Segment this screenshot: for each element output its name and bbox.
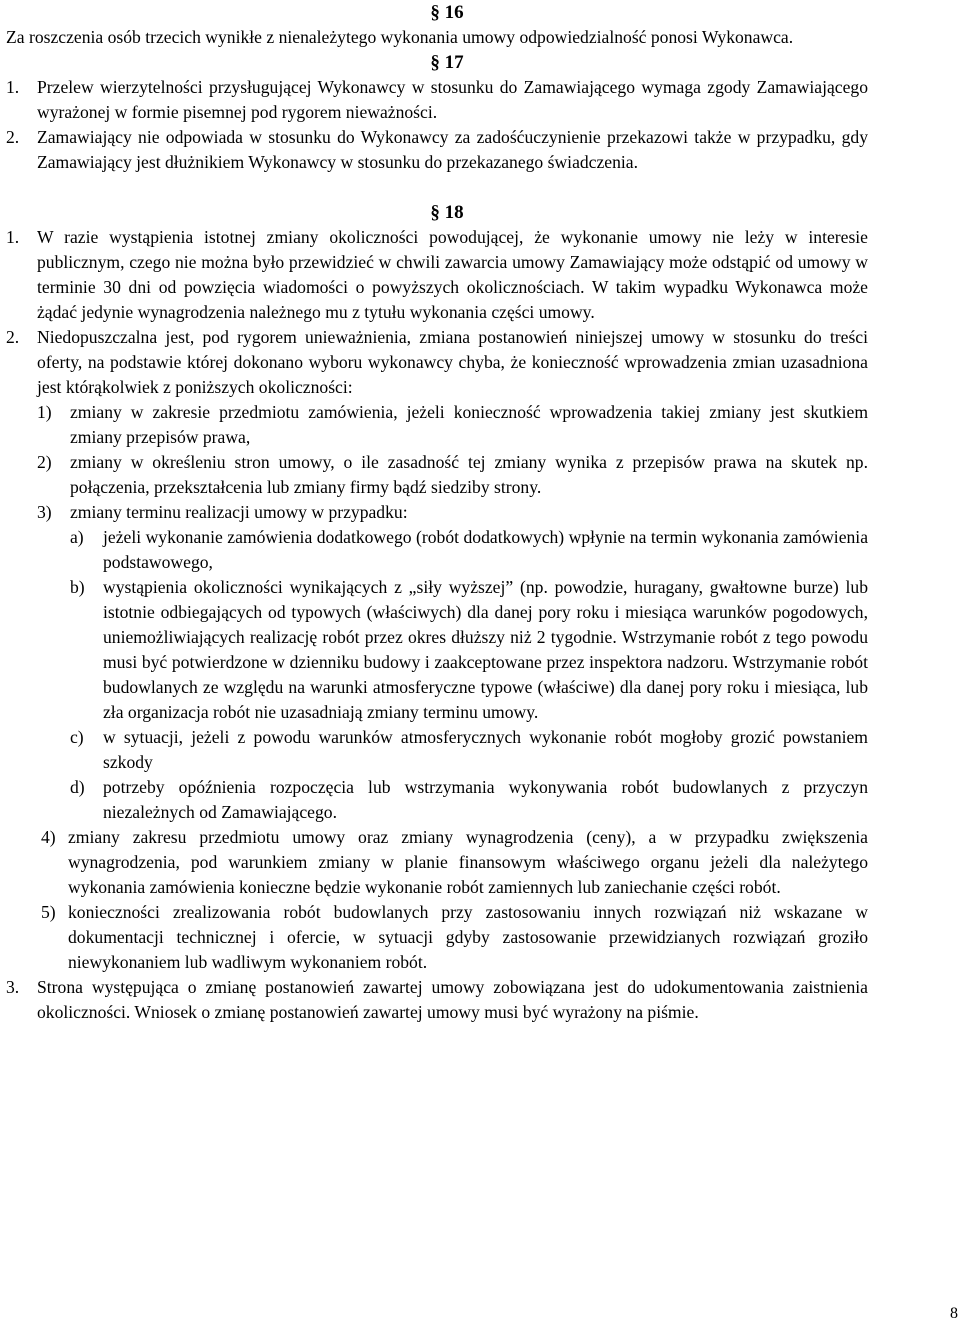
document-page xyxy=(6,0,868,1025)
section-18-item-3 xyxy=(6,975,868,1025)
letter-number: c) xyxy=(70,727,84,747)
letter-number: a) xyxy=(70,527,84,547)
item-number: 2. xyxy=(6,327,20,347)
section-17-item-1 xyxy=(6,75,868,125)
page-number: 8 xyxy=(950,1305,958,1322)
letter-item-a xyxy=(6,525,868,575)
sub-item-text: zmiany w określeniu stron umowy, o ile zasadność tej zmiany wynika z przepisów prawa na skutek np. połączenia, przekształcenia lub zmiany firmy bądź siedziby strony. xyxy=(70,452,868,497)
sub-item-text: zmiany w zakresie przedmiotu zamówienia, jeżeli konieczność wprowadzenia takiej zmiany jest skutkiem zmiany przepisów prawa, xyxy=(70,402,868,447)
letter-text: potrzeby opóźnienia rozpoczęcia lub wstrzymania wykonywania robót budowlanych z przyczyn niezależnych od Zamawiającego. xyxy=(103,777,868,822)
item-text: Niedopuszczalna jest, pod rygorem unieważnienia, zmiana postanowień niniejszej umowy w stosunku do treści oferty, na podstawie której dokonano wyboru wykonawcy chyba, że konieczność wprowadzenia zmian uzasadniona jest którąkolwiek z poniższych okoliczności: xyxy=(37,327,868,397)
section-18-heading: § 18 xyxy=(430,202,464,223)
letter-text: w sytuacji, jeżeli z powodu warunków atmosferycznych wykonanie robót mogłoby grozić powstaniem szkody xyxy=(103,727,868,772)
section-18-item-1 xyxy=(6,225,868,325)
section-16-text: Za roszczenia osób trzecich wynikłe z nienależytego wykonania umowy odpowiedzialność ponosi Wykonawca. xyxy=(6,27,794,47)
item-text: W razie wystąpienia istotnej zmiany okoliczności powodującej, że wykonanie umowy nie leży w interesie publicznym, czego nie można było przewidzieć w chwili zawarcia umowy Zamawiający może odstąpić od umowy w terminie 30 dni od powzięcia wiadomości o powyższych okolicznościach. W takim wypadku Wykonawca może żądać jedynie wynagrodzenia należnego mu z tytułu wykonania części umowy. xyxy=(37,227,868,322)
sub-item-4 xyxy=(6,825,868,900)
sub-item-2 xyxy=(6,450,868,500)
item-text: Zamawiający nie odpowiada w stosunku do Wykonawcy za zadośćuczynienie przekazowi także w przypadku, gdy Zamawiający jest dłużnikiem Wykonawcy w stosunku do przekazanego świadczenia. xyxy=(37,127,868,172)
item-number: 3. xyxy=(6,977,20,997)
item-number: 1. xyxy=(6,227,20,247)
sub-item-1 xyxy=(6,400,868,450)
section-16-heading: § 16 xyxy=(430,2,464,23)
section-17-heading: § 17 xyxy=(430,52,464,73)
letter-text: wystąpienia okoliczności wynikających z „siły wyższej” (np. powodzie, huragany, gwałtowne burze) lub istotnie odbiegających od typowych (właściwych) dla danej pory roku i miesiąca warunków pogodowych, uniemożliwiających realizację robót przez okres dłuższy niż 2 tygodnie. Wstrzymanie robót z tego powodu musi być potwierdzone w dzienniku budowy i zaakceptowane przez inspektora nadzoru. Wstrzymanie robót budowlanych ze względu na warunki atmosferyczne typowe (właściwe) dla danej pory roku i miesiąca, lub zła organizacja robót nie uzasadniają zmiany terminu umowy. xyxy=(103,577,868,722)
letter-number: d) xyxy=(70,777,85,797)
letter-item-c xyxy=(6,725,868,775)
sub-item-number: 4) xyxy=(41,827,56,847)
sub-item-5 xyxy=(6,900,868,975)
sub-item-number: 3) xyxy=(37,502,52,522)
spacer xyxy=(6,175,868,200)
item-text: Przelew wierzytelności przysługującej Wykonawcy w stosunku do Zamawiającego wymaga zgody Zamawiającego wyrażonej w formie pisemnej pod rygorem nieważności. xyxy=(37,77,868,122)
section-17-item-2 xyxy=(6,125,868,175)
item-text: Strona występująca o zmianę postanowień zawartej umowy zobowiązana jest do udokumentowania zaistnienia okoliczności. Wniosek o zmianę postanowień zawartej umowy musi być wyrażony na piśmie. xyxy=(37,977,868,1022)
item-number: 2. xyxy=(6,127,20,147)
sub-item-number: 1) xyxy=(37,402,52,422)
sub-item-text: zmiany terminu realizacji umowy w przypadku: xyxy=(70,502,408,522)
section-18-item-2 xyxy=(6,325,868,400)
letter-item-b xyxy=(6,575,868,725)
sub-item-number: 5) xyxy=(41,902,56,922)
sub-item-3 xyxy=(6,500,868,525)
sub-item-text: konieczności zrealizowania robót budowlanych przy zastosowaniu innych rozwiązań niż wskazane w dokumentacji technicznej i ofercie, w sytuacji gdyby zastosowanie przewidzianych rozwiązań groziło niewykonaniem lub wadliwym wykonaniem robót. xyxy=(68,902,868,972)
letter-item-d xyxy=(6,775,868,825)
letter-text: jeżeli wykonanie zamówienia dodatkowego (robót dodatkowych) wpłynie na termin wykonania zamówienia podstawowego, xyxy=(103,527,868,572)
item-number: 1. xyxy=(6,77,20,97)
sub-item-number: 2) xyxy=(37,452,52,472)
sub-item-text: zmiany zakresu przedmiotu umowy oraz zmiany wynagrodzenia (ceny), a w przypadku zwiększenia wynagrodzenia, pod warunkiem zmiany w planie finansowym właściwego organu jeżeli dla należytego wykonania zamówienia konieczne będzie wykonanie robót zamiennych lub zaniechanie części robót. xyxy=(68,827,868,897)
letter-number: b) xyxy=(70,577,85,597)
